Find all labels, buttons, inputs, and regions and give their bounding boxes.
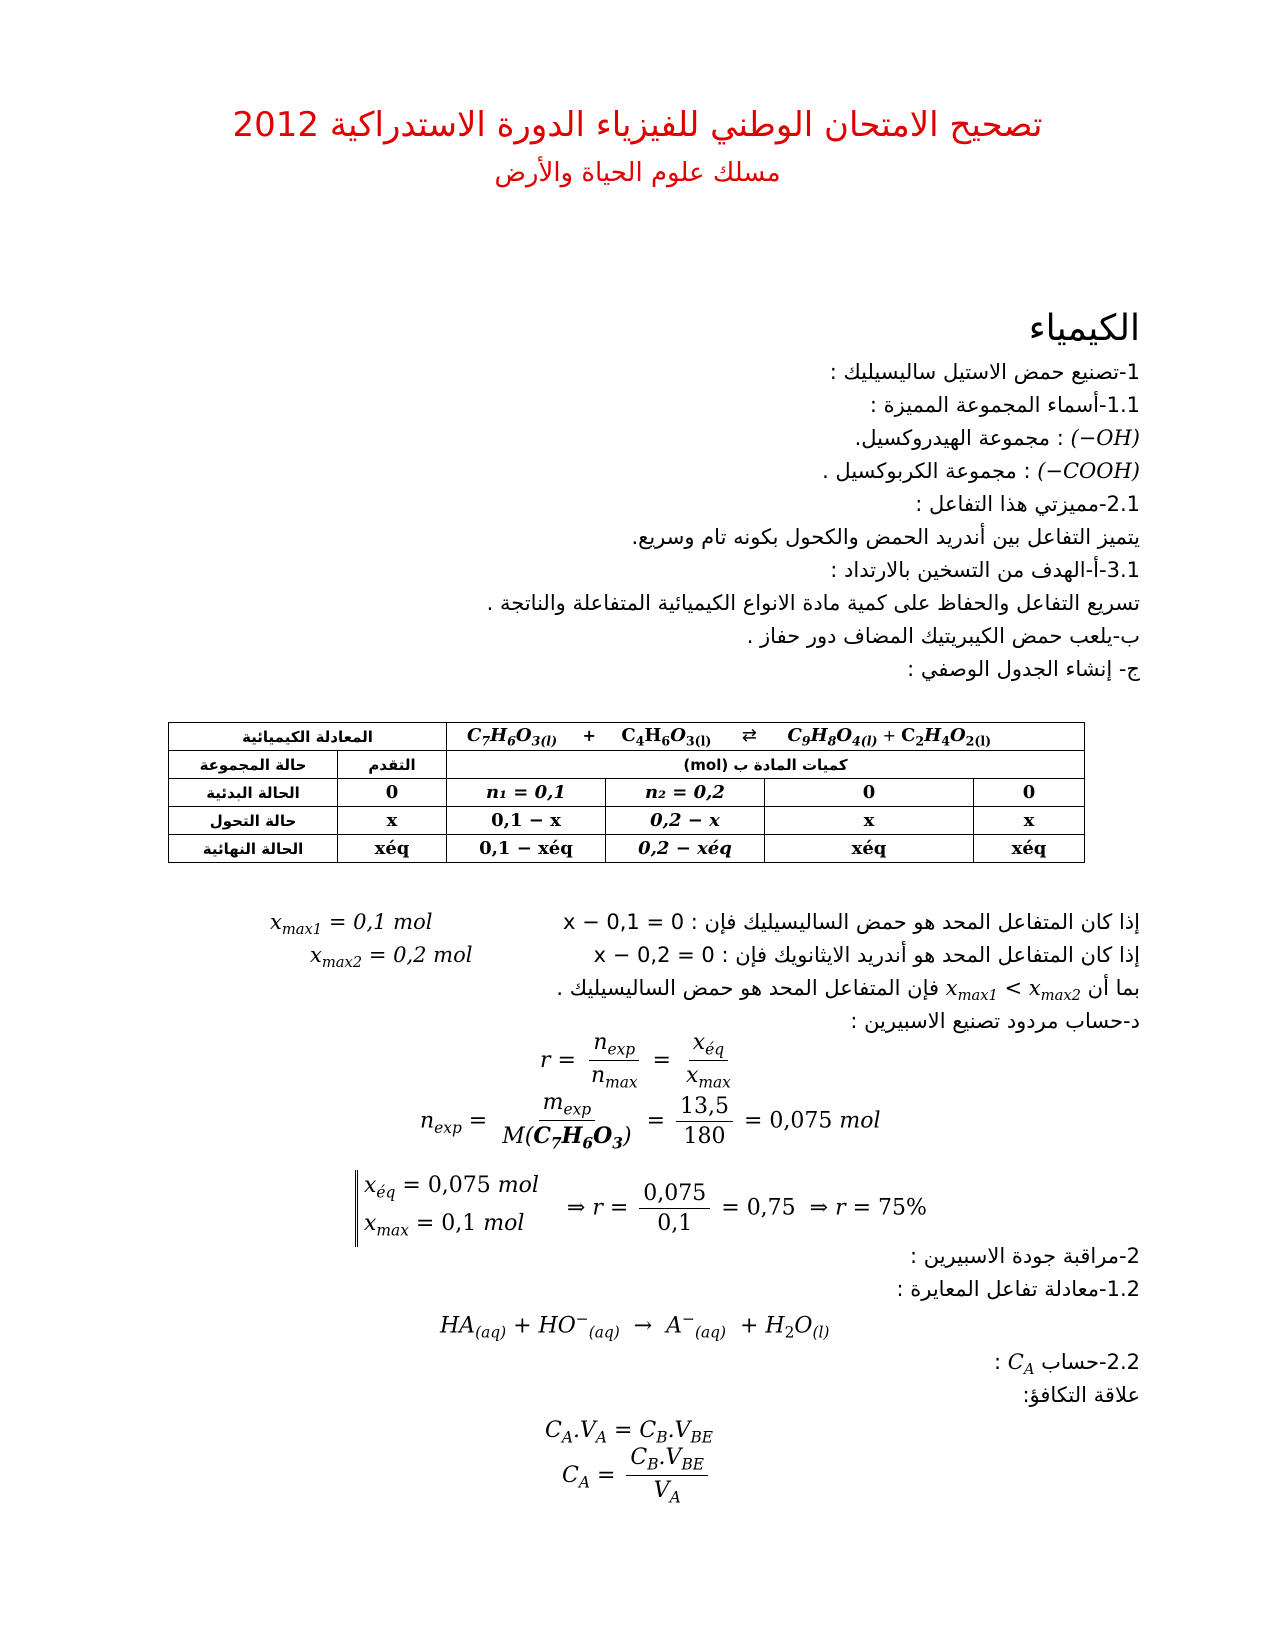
page-subtitle: مسلك علوم الحياة والأرض [494,158,781,188]
yield-result: $x_{éq} = 0,075$ mol $x_{max} = 0,1$ mol ⇒ r = $\frac{0,075}{0,1}$ = 0,75 ⇒ r = 75% [355,1170,927,1247]
line-2: 1.1-أسماء المجموعة المميزة : [869,393,1140,417]
yield-formula: r = $\frac{n_{exp}}{n_{max}}$ = $\frac{x_{éq}}{x_{max}}$ [540,1030,731,1092]
titration-equation: $HA_{(aq)} + HO^-_{(aq)} \to A^-_{(aq)} + H_2O_{(l)}$ [440,1310,830,1342]
row-cell: 0,2 − x [606,807,765,835]
table-row [169,779,1085,807]
chemical-equation: $C_7H_6O_{3(l)}$ + $C_4H_6O_{3(l)}$ ⇄ $C_9H_8O_{4(l)} + C_2H_4O_{2(l)}$ [447,723,1085,751]
table-row [169,835,1085,863]
equivalence-relation: $C_A.V_A = C_B.V_{BE}$ [545,1418,713,1447]
row-cell: 0 [974,779,1085,807]
row-advancement: xéq [338,835,447,863]
row-cell: n₁ = 0,1 [447,779,606,807]
row-cell: xéq [765,835,974,863]
analysis-line-3: بما أن $x_{max1} < x_{max2}$ فإن المتفاعل المحد هو حمض الساليسيليك . [556,976,1140,1005]
row-advancement: 0 [338,779,447,807]
group-state-header: حالة المجموعة [169,751,338,779]
line-3 [855,426,1140,450]
nexp-formula: $n_{exp}$ = $\frac{m_{exp}}{M(C_7H_6O_3)}$ = $\frac{13,5}{180}$ = 0,075 mol [420,1090,881,1153]
line-4-formula: (−COOH) [1037,459,1140,483]
row-cell: n₂ = 0,2 [606,779,765,807]
analysis-line-1-text: إذا كان المتفاعل المحد هو حمض الساليسيليك فإن : 0 = 0,1 − x [562,910,1140,934]
row-cell: 0 [765,779,974,807]
line-7: 3.1-أ-الهدف من التسخين بالارتداد : [830,558,1140,582]
analysis-line-3-prefix: بما أن [1087,976,1140,1000]
line-3-text: : مجموعة الهيدروكسيل. [854,426,1071,450]
line-10: ج- إنشاء الجدول الوصفي : [907,657,1140,681]
line-8: تسريع التفاعل والحفاظ على كمية مادة الانواع الكيميائية المتفاعلة والناتجة . [486,591,1140,615]
quality-line-3: 2.2-حساب $C_A$ : [993,1350,1140,1379]
analysis-line-4: د-حساب مردود تصنيع الاسبيرين : [850,1009,1140,1033]
row-cell: 0,1 − x [447,807,606,835]
row-state: حالة التحول [169,807,338,835]
advancement-table [168,722,1085,863]
quantities-header: كميات المادة ب (mol) [447,751,1085,779]
analysis-line-2-text: إذا كان المتفاعل المحد هو أندريد الايثانويك فإن : 0 = 0,2 − x [593,943,1140,967]
page-title: تصحيح الامتحان الوطني للفيزياء الدورة الاستدراكية 2012 [232,105,1043,145]
section-heading: الكيمياء [1028,308,1140,349]
row-state: الحالة النهائية [169,835,338,863]
row-advancement: x [338,807,447,835]
row-cell: x [765,807,974,835]
quality-line-3-text: 2.2-حساب [1041,1350,1140,1374]
quality-line-2: 1.2-معادلة تفاعل المعايرة : [896,1277,1140,1301]
ca-formula: $C_A$ = $\frac{C_B.V_{BE}}{V_A}$ [562,1445,712,1507]
line-5: 2.1-مميزتي هذا التفاعل : [915,492,1140,516]
table-row [169,807,1085,835]
quality-line-1: 2-مراقبة جودة الاسبيرين : [909,1244,1140,1268]
row-cell: 0,1 − xéq [447,835,606,863]
row-state: الحالة البدئية [169,779,338,807]
line-6: يتميز التفاعل بين أندريد الحمض والكحول بكونه تام وسريع. [631,525,1140,549]
line-4-text: : مجموعة الكربوكسيل . [822,459,1038,483]
analysis-line-3-text: فإن المتفاعل المحد هو حمض الساليسيليك . [556,976,940,1000]
line-3-formula: (−OH) [1070,426,1140,450]
line-9: ب-يلعب حمض الكيبريتيك المضاف دور حفاز . [746,624,1140,648]
row-cell: 0,2 − xéq [606,835,765,863]
advancement-header: التقدم [338,751,447,779]
row-cell: x [974,807,1085,835]
quality-line-4: علاقة التكافؤ: [1022,1383,1140,1407]
row-cell: xéq [974,835,1085,863]
line-1: 1-تصنيع حمض الاستيل ساليسيليك : [829,360,1140,384]
line-4 [822,459,1140,483]
equation-label: المعادلة الكيميائية [169,723,447,751]
